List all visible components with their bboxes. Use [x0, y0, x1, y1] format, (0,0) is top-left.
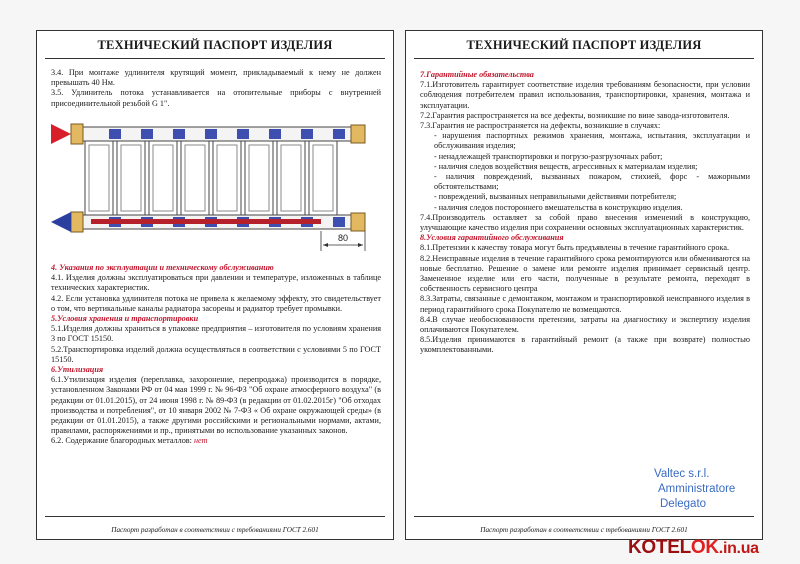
para-7-4: 7.4.Производитель оставляет за собой право внесения изменений в конструкцию, улучшающие качество изделия при сохранении основных эксплуатационных характеристик. [420, 212, 750, 233]
list-item: - нарушения паспортных режимов хранения, монтажа, испытания, эксплуатации и обслуживания изделия; [434, 131, 750, 151]
bottom-plug [351, 213, 365, 231]
heading-section-6: 6.Утилизация [51, 365, 104, 375]
top-plug [351, 125, 365, 143]
para-5-1: 5.1.Изделия должны храниться в упаковке предприятия – изготовителя по условиям хранения 3 по ГОСТ 15150. [51, 324, 381, 344]
signature-line-2: Amministratore [658, 483, 736, 495]
signature-stamp [654, 467, 735, 512]
para-4-1: 4.1. Изделия должны эксплуатироваться при давлении и температуре, изложенных в таблице технических характеристик. [51, 273, 381, 293]
signature-line-3: Delegato [660, 498, 707, 510]
dim-arrow-right-icon [358, 243, 363, 247]
para-8-3: 8.3.Затраты, связанные с демонтажом, монтажом и транспортировкой неисправного изделия в период гарантийного срока Покупателю не возмещаются. [420, 294, 750, 314]
list-item: - ненадлежащей транспортировки и погрузо-разгрузочных работ; [434, 151, 663, 161]
site-watermark [628, 537, 759, 559]
para-8-5: 8.5.Изделия принимаются в гарантийный ремонт (а также при возврате) полностью укомплектованными. [420, 335, 750, 355]
footer-divider [414, 516, 754, 517]
precious-metals-value: нет [194, 436, 208, 446]
list-item: - наличия повреждений, вызванных пожаром, стихией, форс - мажорными обстоятельствами; [434, 172, 750, 192]
list-item: - наличия следов воздействия веществ, агрессивных к материалам изделия; [434, 161, 698, 171]
outlet-arrow-icon [51, 212, 71, 232]
sections-7-8-text [420, 70, 750, 356]
radiator-body [81, 127, 351, 229]
footer-divider [45, 516, 385, 517]
watermark-part-3: .in.ua [718, 540, 759, 557]
heading-section-8: 8.Условия гарантийного обслуживания [420, 233, 564, 243]
title-divider [45, 58, 385, 59]
para-5-2: 5.2.Транспортировка изделий должна осуществляться в соответствии с условиями 5 по ГОСТ 15150. [51, 344, 381, 364]
sections-4-6-text [51, 263, 381, 447]
inlet-arrow-icon [51, 124, 71, 144]
dimension-label: 80 [337, 233, 349, 243]
page-title: ТЕХНИЧЕСКИЙ ПАСПОРТ ИЗДЕЛИЯ [466, 38, 702, 52]
dim-arrow-left-icon [323, 243, 328, 247]
para-7-1: 7.1.Изготовитель гарантирует соответствие изделия требованиям безопасности, при условии соблюдения потребителем правил использования, транспортировки, хранения, монтажа и эксплуатации. [420, 80, 750, 110]
para-6-2-label: 6.2. Содержание благородных металлов: [51, 436, 194, 446]
signature-line-1: Valtec s.r.l. [654, 468, 710, 480]
inlet-fitting [71, 124, 83, 144]
para-8-2: 8.2.Неисправные изделия в течение гарантийного срока ремонтируются или обмениваются на новые бесплатно. Решение о замене или ремонте изделия принимает сервисный центр. Замененное изделие или его части, полученные в результате ремонта, переходят в собственность сервисного центра [420, 253, 750, 294]
outlet-fitting [71, 212, 83, 232]
para-8-4: 8.4.В случае необоснованности претензии, затраты на диагностику и экспертизу изделия оплачиваются Покупателем. [420, 314, 750, 335]
para-7-2: 7.2.Гарантия распространяется на все дефекты, возникшие по вине завода-изготовителя. [420, 110, 730, 120]
para-3-4: 3.4. При монтаже удлинителя крутящий момент, прикладываемый к нему не должен превышать 40 Нм. [51, 68, 381, 88]
watermark-part-2: OK [690, 537, 719, 558]
page-title: ТЕХНИЧЕСКИЙ ПАСПОРТ ИЗДЕЛИЯ [97, 38, 333, 52]
watermark-part-1: KOTEL [628, 537, 691, 558]
para-3-5: 3.5. Удлинитель потока устанавливается на отопительные приборы с внутренней присоединительной резьбой G 1". [51, 88, 381, 108]
section-3-text [51, 68, 381, 109]
page-footer: Паспорт разработан в соответствии с требованиями ГОСТ 2.601 [111, 526, 319, 534]
para-6-1: 6.1.Утилизация изделия (переплавка, захоронение, перепродажа) производится в порядке, установленном Законами РФ от 04 мая 1999 г. № 96-ФЗ "Об охране атмосферного воздуха" (в редакции от 01.01.2015), от 24 июня 1998 г. № 89-ФЗ (в редакции от 01.02.2015г) "Об отходах производства и потребления", от 10 января 2002 № 7-ФЗ « Об охране окружающей среды» (в редакции от 01.01.2015), а также другими российскими и региональными нормами, актами, правилами, распоряжениями и пр., принятыми во использование указанных законов. [51, 375, 381, 436]
title-divider [414, 58, 754, 59]
heading-section-7: 7.Гарантийные обязательства [420, 70, 534, 79]
heading-section-4: 4. Указания по эксплуатации и техническому обслуживанию [51, 263, 274, 272]
heading-section-5: 5.Условия хранения и транспортировки [51, 314, 199, 324]
passport-page-right [405, 30, 763, 540]
passport-page-left [36, 30, 394, 540]
page-footer: Паспорт разработан в соответствии с требованиями ГОСТ 2.601 [480, 526, 688, 534]
flow-extender-tube [91, 219, 321, 224]
list-item: - повреждений, вызванных неправильными действиями потребителя; [434, 192, 677, 202]
para-8-1: 8.1.Претензии к качеству товара могут быть предъявлены в течение гарантийного срока. [420, 243, 730, 253]
para-4-2: 4.2. Если установка удлинителя потока не привела к желаемому эффекту, это свидетельствует о том, что вертикальные каналы радиатора засорены и радиатор требует промывки. [51, 293, 381, 313]
radiator-diagram [51, 115, 381, 267]
list-item: - наличия следов постороннего вмешательства в конструкцию изделия. [434, 202, 683, 212]
para-6-2 [51, 436, 381, 446]
para-7-3: 7.3.Гарантия не распространяется на дефекты, возникшие в случаях: [420, 121, 661, 131]
